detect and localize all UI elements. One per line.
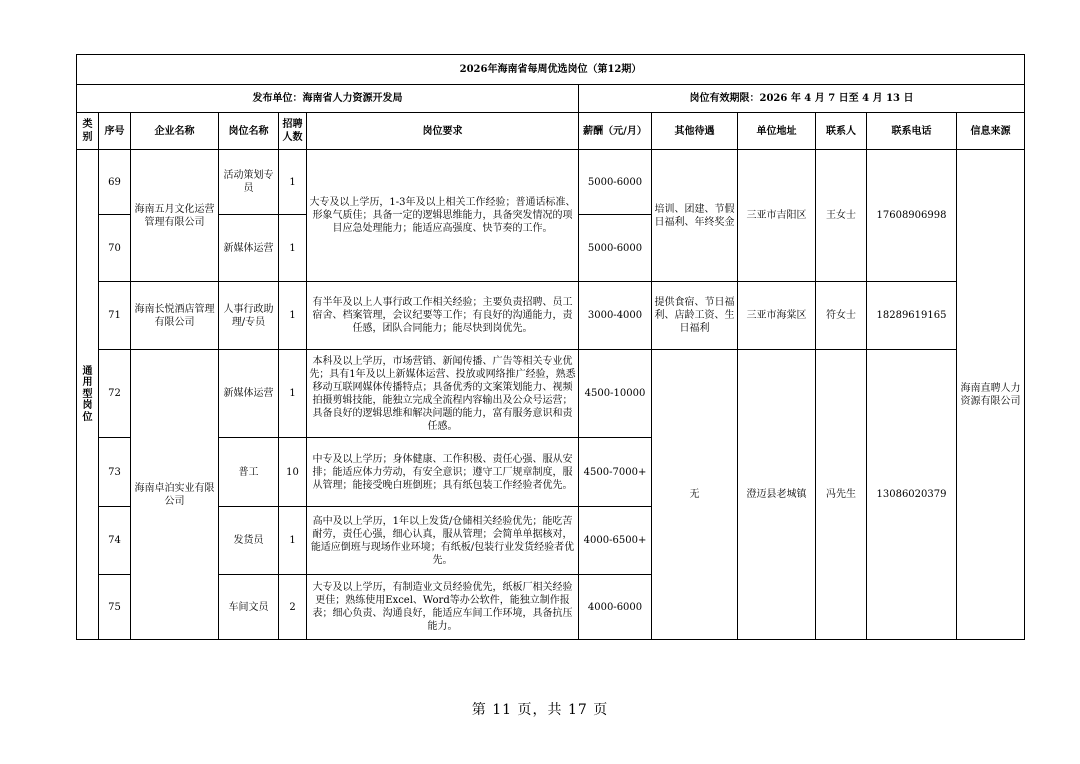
header-salary: 薪酬（元/月） [579,113,652,150]
table-row [77,150,1025,215]
address-cell: 澄迈县老城镇 [738,350,816,640]
position-cell: 活动策划专员 [219,150,279,215]
requirements-cell: 中专及以上学历；身体健康、工作积极、责任心强、服从安排；能适应体力劳动，有安全意识；遵守工厂规章制度，服从管理；能接受晚白班倒班；具有纸包装工作经验者优先。 [307,438,579,507]
phone-cell: 18289619165 [867,282,957,350]
requirements-cell: 高中及以上学历，1年以上发货/仓储相关经验优先；能吃苦耐劳，责任心强，细心认真，服从管理；会简单单据核对，能适应倒班与现场作业环境；有纸板/包装行业发货经验者优先。 [307,507,579,575]
company-cell: 海南长悦酒店管理有限公司 [131,282,219,350]
publisher-info: 发布单位：海南省人力资源开发局 [77,85,579,113]
headcount-cell: 1 [279,507,307,575]
benefits-cell: 提供食宿、节日福利、店龄工资、生日福利 [652,282,738,350]
headcount-cell: 10 [279,438,307,507]
company-cell: 海南五月文化运营管理有限公司 [131,150,219,282]
benefits-cell: 培训、团建、节假日福利、年终奖金 [652,150,738,282]
header-headcount: 招聘人数 [279,113,307,150]
headcount-cell: 2 [279,575,307,640]
serial-cell: 70 [99,215,131,282]
salary-cell: 4000-6500+ [579,507,652,575]
table-row [77,350,1025,438]
position-cell: 车间文员 [219,575,279,640]
serial-cell: 71 [99,282,131,350]
requirements-cell: 大专及以上学历，有制造业文员经验优先，纸板厂相关经验更佳；熟练使用Excel、Word等办公软件，能独立制作报表；细心负责、沟通良好，能适应车间工作环境，具备抗压能力。 [307,575,579,640]
validity-period: 岗位有效期限：2026 年 4 月 7 日至 4 月 13 日 [579,85,1025,113]
serial-cell: 69 [99,150,131,215]
headcount-cell: 1 [279,215,307,282]
company-cell: 海南卓泊实业有限公司 [131,350,219,640]
header-address: 单位地址 [738,113,816,150]
header-serial: 序号 [99,113,131,150]
serial-cell: 72 [99,350,131,438]
header-requirements: 岗位要求 [307,113,579,150]
benefits-cell: 无 [652,350,738,640]
salary-cell: 5000-6000 [579,215,652,282]
contact-cell: 王女士 [816,150,867,282]
header-benefits: 其他待遇 [652,113,738,150]
phone-cell: 17608906998 [867,150,957,282]
table-row [77,282,1025,350]
position-cell: 人事行政助理/专员 [219,282,279,350]
address-cell: 三亚市海棠区 [738,282,816,350]
header-source: 信息来源 [957,113,1025,150]
headcount-cell: 1 [279,282,307,350]
position-cell: 新媒体运营 [219,215,279,282]
salary-cell: 4000-6000 [579,575,652,640]
header-category: 类别 [77,113,99,150]
contact-cell: 冯先生 [816,350,867,640]
salary-cell: 4500-10000 [579,350,652,438]
table-header-row [77,113,1025,150]
header-phone: 联系电话 [867,113,957,150]
position-cell: 普工 [219,438,279,507]
requirements-cell: 有半年及以上人事行政工作相关经验；主要负责招聘、员工宿舍、档案管理，会议纪要等工作；有良好的沟通能力，责任感，团队合同能力；能尽快到岗优先。 [307,282,579,350]
requirements-cell: 大专及以上学历，1-3年及以上相关工作经验；普通话标准、形象气质佳；具备一定的逻辑思维能力，具备突发情况的项目应急处理能力；能适应高强度、快节奏的工作。 [307,150,579,282]
headcount-cell: 1 [279,150,307,215]
header-company: 企业名称 [131,113,219,150]
position-cell: 发货员 [219,507,279,575]
salary-cell: 4500-7000+ [579,438,652,507]
headcount-cell: 1 [279,350,307,438]
contact-cell: 符女士 [816,282,867,350]
salary-cell: 3000-4000 [579,282,652,350]
phone-cell: 13086020379 [867,350,957,640]
serial-cell: 73 [99,438,131,507]
salary-cell: 5000-6000 [579,150,652,215]
position-cell: 新媒体运营 [219,350,279,438]
header-position: 岗位名称 [219,113,279,150]
serial-cell: 74 [99,507,131,575]
header-contact: 联系人 [816,113,867,150]
address-cell: 三亚市吉阳区 [738,150,816,282]
category-cell: 通用型岗位 [77,150,99,640]
document-title: 2026年海南省每周优选岗位（第12期） [77,55,1025,85]
job-listing-table [76,54,1025,640]
requirements-cell: 本科及以上学历，市场营销、新闻传播、广告等相关专业优先；具有1年及以上新媒体运营、投放或网络推广经验，熟悉移动互联网媒体传播特点；具备优秀的文案策划能力、视频拍摄剪辑技能，能独立完成全流程内容输出及公众号运营；具备良好的逻辑思维和解决问题的能力，富有服务意识和责任感。 [307,350,579,438]
page-indicator: 第 11 页，共 17 页 [471,702,609,718]
source-cell: 海南直聘人力资源有限公司 [957,150,1025,640]
serial-cell: 75 [99,575,131,640]
